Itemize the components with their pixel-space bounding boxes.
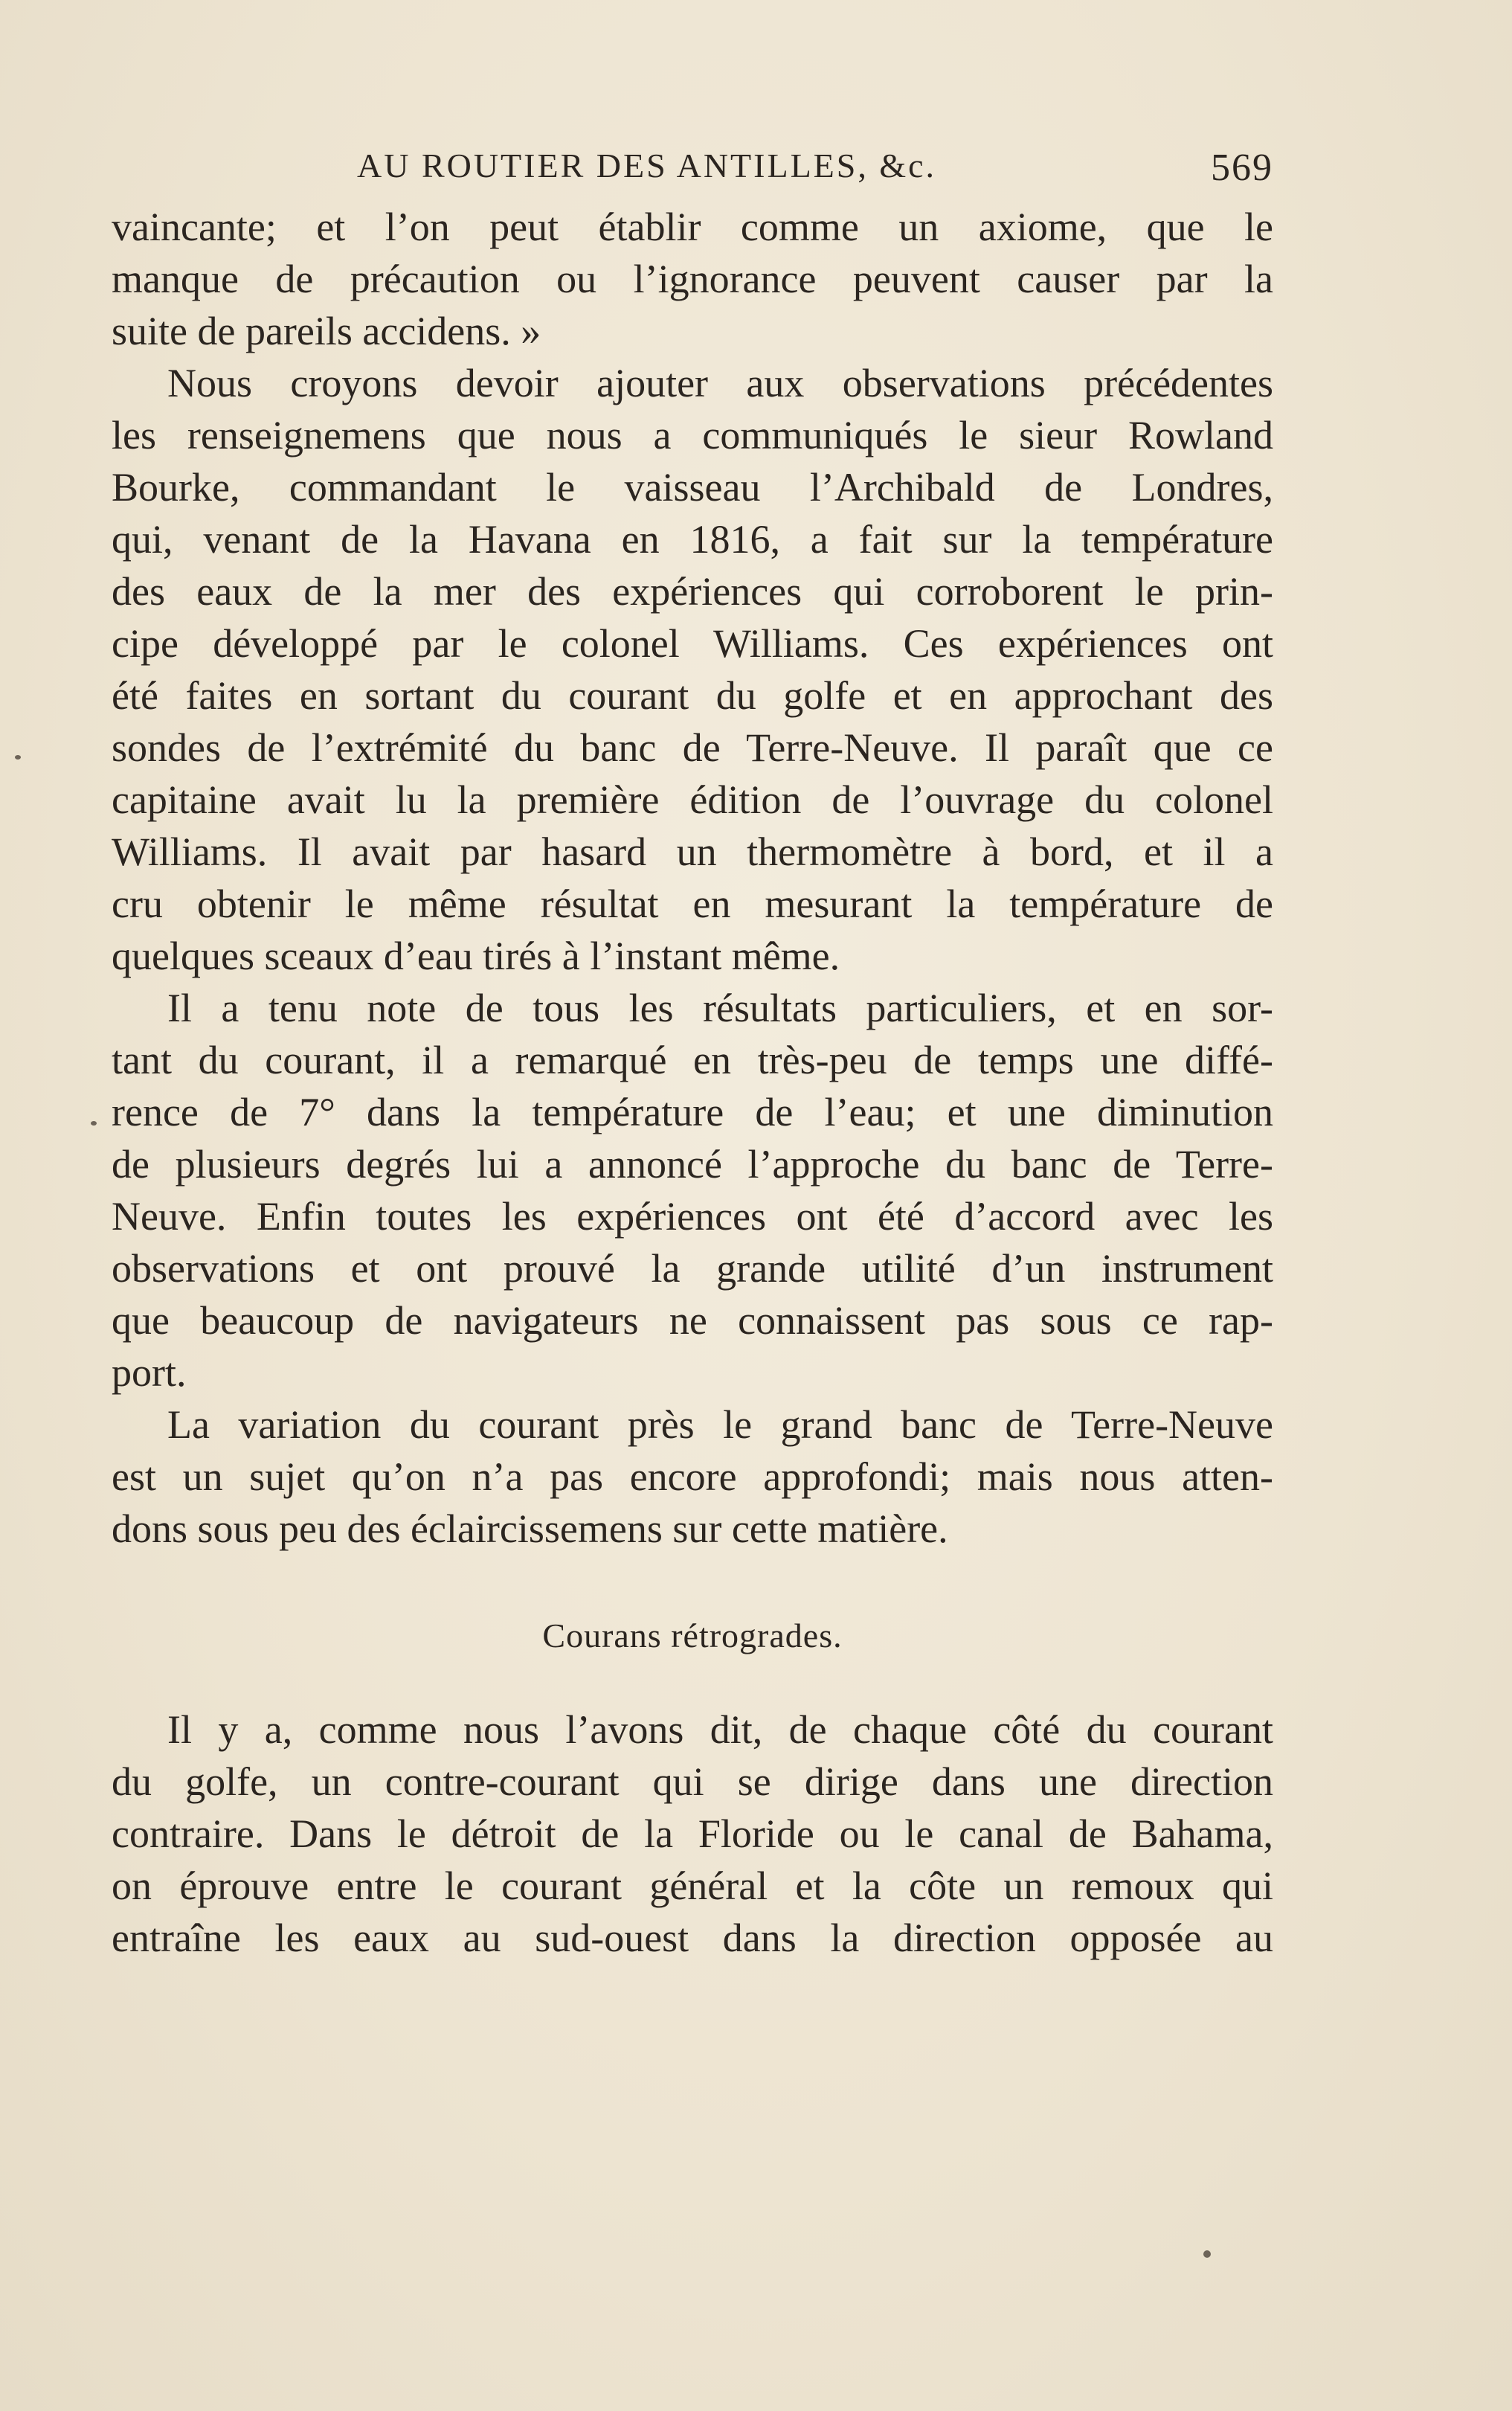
text-line: Nous croyons devoir ajouter aux observations précédentes xyxy=(167,361,1273,405)
text-line: entraîne les eaux au sud-ouest dans la direction opposée au xyxy=(112,1916,1273,1960)
text-line: est un sujet qu’on n’a pas encore approfondi; mais nous atten- xyxy=(112,1454,1273,1499)
text-line: contraire. Dans le détroit de la Floride ou le canal de Bahama, xyxy=(112,1811,1273,1856)
text-line: cipe développé par le colonel Williams. Ces expériences ont xyxy=(112,621,1273,666)
text-line: été faites en sortant du courant du golfe et en approchant des xyxy=(112,673,1273,718)
text-line: manque de précaution ou l’ignorance peuvent causer par la xyxy=(112,257,1273,301)
text-line: tant du courant, il a remarqué en très-peu de temps une diffé- xyxy=(112,1038,1273,1082)
text-line: du golfe, un contre-courant qui se dirige dans une direction xyxy=(112,1759,1273,1804)
text-line: on éprouve entre le courant général et la côte un remoux qui xyxy=(112,1863,1273,1908)
text-line: Il y a, comme nous l’avons dit, de chaque côté du courant xyxy=(167,1707,1273,1752)
text-line: suite de pareils accidens. » xyxy=(112,309,541,353)
text-line: Neuve. Enfin toutes les expériences ont été d’accord avec les xyxy=(112,1194,1273,1239)
text-line: port. xyxy=(112,1350,187,1395)
text-line: des eaux de la mer des expériences qui corroborent le prin- xyxy=(112,569,1273,614)
text-line: que beaucoup de navigateurs ne connaissent pas sous ce rap- xyxy=(112,1298,1273,1343)
text-line: Bourke, commandant le vaisseau l’Archibald de Londres, xyxy=(112,465,1273,510)
text-line: cru obtenir le même résultat en mesurant la température de xyxy=(112,882,1273,926)
text-line: dons sous peu des éclaircissemens sur cette matière. xyxy=(112,1506,948,1551)
text-line: capitaine avait lu la première édition de l’ouvrage du colonel xyxy=(112,777,1273,822)
text-line: sondes de l’extrémité du banc de Terre-Neuve. Il paraît que ce xyxy=(112,725,1273,770)
body-text xyxy=(112,201,1273,1555)
section-heading: Courans rétrogrades. xyxy=(542,1617,843,1654)
text-line: vaincante; et l’on peut établir comme un axiome, que le xyxy=(112,205,1273,249)
text-line: Williams. Il avait par hasard un thermomètre à bord, et il a xyxy=(112,829,1273,874)
text-line: de plusieurs degrés lui a annoncé l’approche du banc de Terre- xyxy=(112,1142,1273,1187)
running-head xyxy=(112,146,1273,190)
section-text xyxy=(112,1704,1273,1964)
text-line: La variation du courant près le grand banc de Terre-Neuve xyxy=(167,1402,1273,1447)
page-number: 569 xyxy=(1211,147,1273,189)
margin-speck xyxy=(91,1121,97,1126)
text-line: Il a tenu note de tous les résultats particuliers, et en sor- xyxy=(167,986,1273,1030)
text-line: quelques sceaux d’eau tirés à l’instant même. xyxy=(112,934,840,978)
running-title: AU ROUTIER DES ANTILLES, &c. xyxy=(357,147,937,184)
text-line: observations et ont prouvé la grande utilité d’un instrument xyxy=(112,1246,1273,1291)
text-line: qui, venant de la Havana en 1816, a fait sur la température xyxy=(112,517,1273,562)
text-line: rence de 7° dans la température de l’eau; et une diminution xyxy=(112,1090,1273,1134)
margin-speck xyxy=(1203,2250,1211,2258)
margin-speck xyxy=(15,755,21,760)
text-line: les renseignemens que nous a communiqués le sieur Rowland xyxy=(112,413,1273,458)
